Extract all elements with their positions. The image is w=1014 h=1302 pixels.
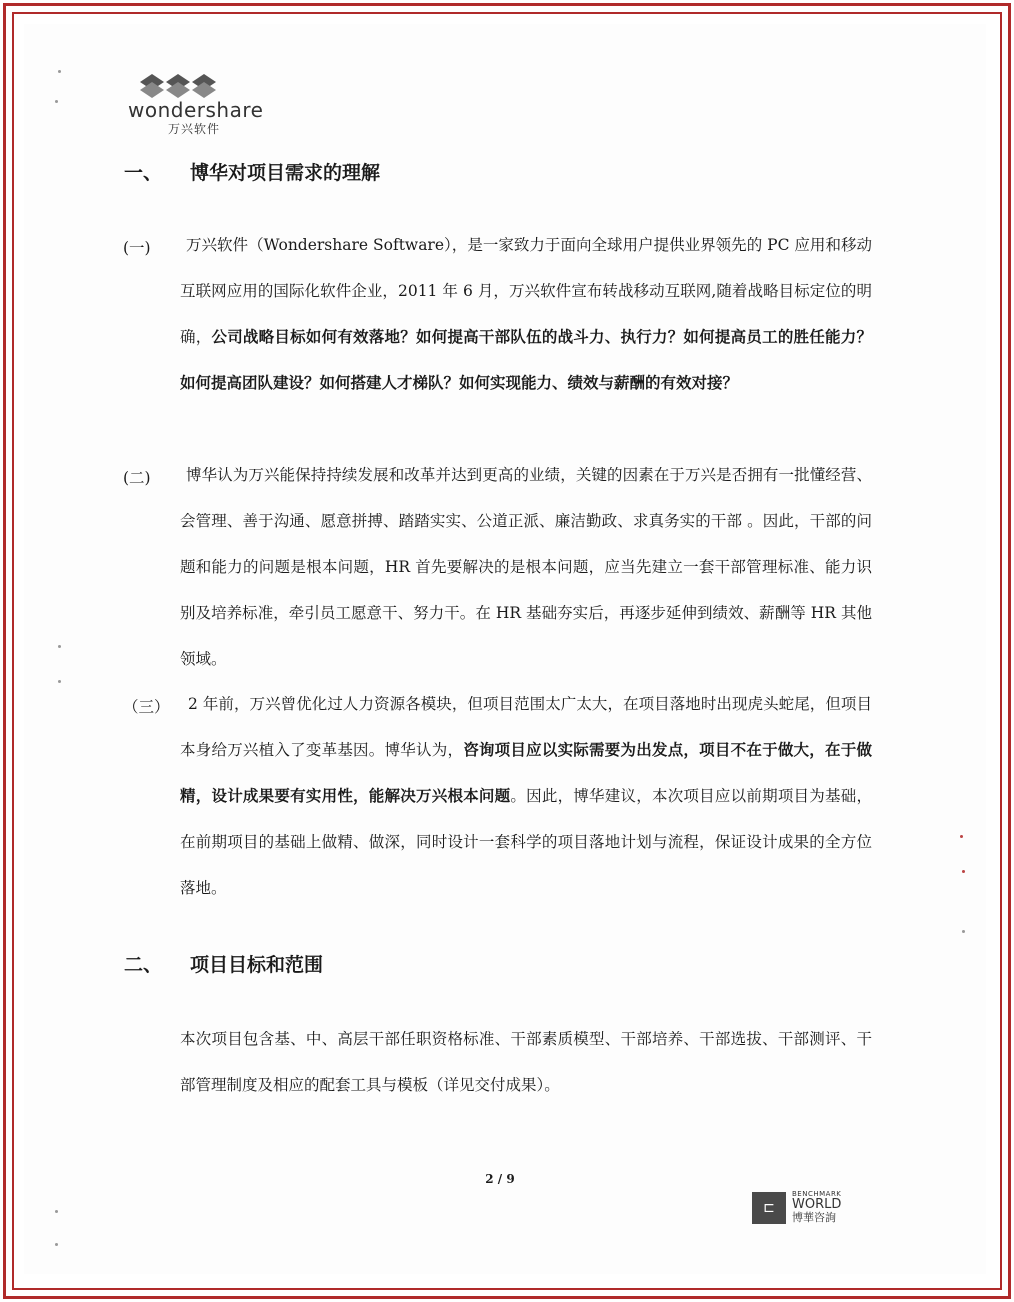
scan-speck [962, 930, 965, 933]
scan-speck [55, 1243, 58, 1246]
paragraph-bold-text: 咨询项目应以实际需要为出发点，项目不在于做大，在于做精，设计成果要有实用性，能解决万兴根本问题 [180, 740, 872, 805]
logo-text-cn: 万兴软件 [168, 122, 221, 136]
paragraph [180, 681, 872, 911]
scan-speck [58, 645, 61, 648]
paragraph-text: 博华认为万兴能保持持续发展和改革并达到更高的业绩，关键的因素在于万兴是否拥有一批懂经营、会管理、善于沟通、愿意拼搏、踏踏实实、公道正派、廉洁勤政、求真务实的干部 。因此，干部的问题和能力的问题是根本问题，HR 首先要解决的是根本问题，应当先建立一套干部管理标准、能力识别及培养标准，牵引员工愿意干、努力干。在 HR 基础夯实后，再逐步延伸到绩效、薪酬等 HR 其他领域。 [180, 466, 872, 668]
paragraph-bold-text: 公司战略目标如何有效落地？如何提高干部队伍的战斗力、执行力？如何提高员工的胜任能力？如何提高团队建设？如何搭建人才梯队？如何实现能力、绩效与薪酬的有效对接？ [180, 327, 872, 392]
bw-cn-text: 博華咨詢 [792, 1211, 836, 1224]
bw-small-text: BENCHMARK [792, 1190, 842, 1198]
logo-text-en: wondershare [128, 98, 264, 122]
paragraph [180, 222, 872, 406]
benchmark-world-mark-icon: ⊏ [752, 1192, 786, 1224]
scan-speck [962, 870, 965, 873]
section-heading-1 [124, 158, 380, 185]
wondershare-logo [128, 70, 278, 137]
scan-speck [58, 70, 61, 73]
scan-speck [55, 100, 58, 103]
paragraph [180, 452, 872, 682]
paragraph-text: 万兴软件（Wondershare Software），是一家致力于面向全球用户提供业界领先的 PC 应用和移动互联网应用的国际化软件企业，2011 年 6 月，万兴软件宣布转战移动互联网,随着战略目标定位的明确， [180, 236, 872, 346]
wondershare-waves-icon [128, 70, 228, 100]
section-title: 博华对项目需求的理解 [190, 162, 381, 184]
paragraph-text: 。因此，博华建议，本次项目应以前期项目为基础，在前期项目的基础上做精、做深，同时设计一套科学的项目落地计划与流程，保证设计成果的全方位落地。 [180, 787, 872, 897]
scan-speck [55, 1210, 58, 1213]
section-title: 项目目标和范围 [190, 954, 324, 976]
page-number: 2 / 9 [485, 1172, 515, 1186]
item-label: (二) [123, 469, 151, 487]
section-heading-2 [124, 950, 323, 977]
section-number: 一、 [124, 162, 163, 184]
section-number: 二、 [124, 954, 163, 976]
benchmark-world-text [792, 1190, 841, 1224]
paragraph-text: 本次项目包含基、中、高层干部任职资格标准、干部素质模型、干部培养、干部选拔、干部测评、干部管理制度及相应的配套工具与模板（详见交付成果）。 [180, 1030, 872, 1094]
item-label: （三） [123, 698, 170, 716]
item-label: (一) [123, 239, 151, 257]
scan-speck [58, 680, 61, 683]
paragraph-text: 2 年前，万兴曾优化过人力资源各模块，但项目范围太广太大，在项目落地时出现虎头蛇尾，但项目本身给万兴植入了变革基因。博华认为， [180, 695, 872, 759]
scan-speck [960, 835, 963, 838]
paragraph [180, 1016, 872, 1108]
bw-world-text: WORLD [792, 1197, 842, 1212]
